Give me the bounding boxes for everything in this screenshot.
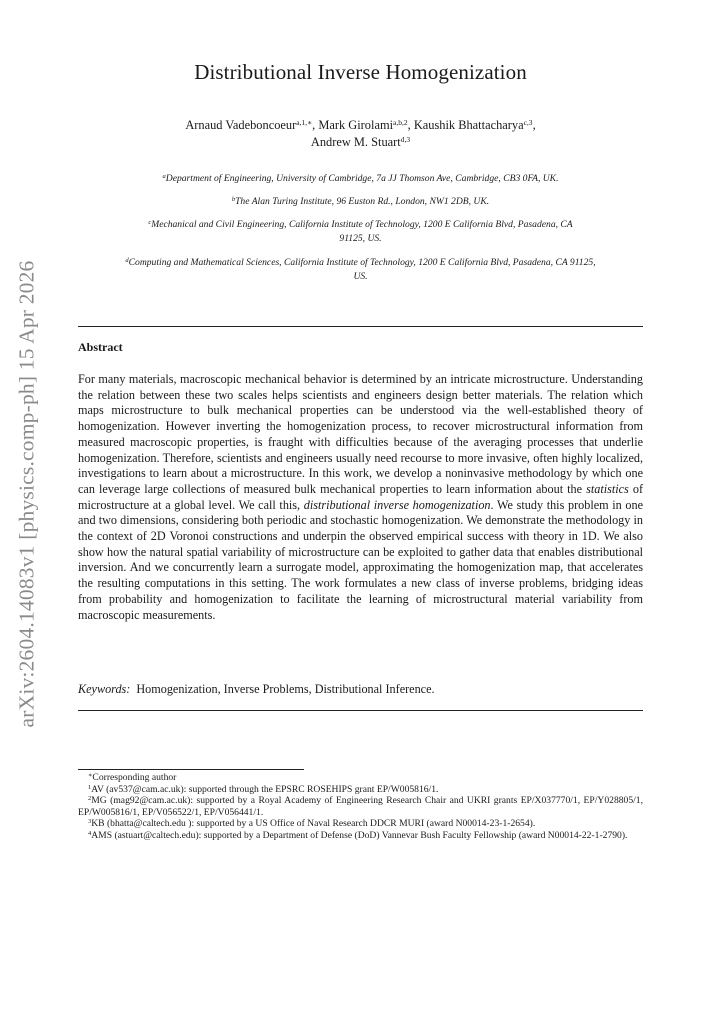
author-list: [78, 117, 643, 151]
abstract-bottom-rule: [78, 710, 643, 711]
footnote-2: $^2$MG (mag92@cam.ac.uk): supported by a Royal Academy of Engineering Research Chair and UKRI grants EP/X037770/1, EP/Y028805/1, EP/W005816/1, EP/V056522/1, EP/V056441/1.: [78, 795, 643, 818]
arxiv-identifier-text: arXiv:2604.14083v1 [physics.comp-ph] 15 Apr 2026: [14, 260, 39, 728]
paper-title: Distributional Inverse Homogenization: [194, 60, 527, 84]
affiliation-b: $^b$The Alan Turing Institute, 96 Euston Rd., London, NW1 2DB, UK.: [231, 196, 490, 207]
abstract-body: For many materials, macroscopic mechanical behavior is determined by an intricate microstructure. Understanding the relation between these two scales helps scientists and engineers design better materials. The relation which maps microstructure to bulk mechanical properties can be understood via the well-established theory of homogenization. However inverting the homogenization process, to recover microstructural information from measured macroscopic properties, is fraught with difficulties because of the averaging processes that underlie homogenization. Therefore, scientists and engineers usually need recourse to more invasive, often highly localized, investigations to learn about a microstructure. In this work, we develop a noninvasive methodology by which one can leverage large collections of measured bulk mechanical properties to learn information about the statistics of microstructure at a global level. We call this, distributional inverse homogenization. We study this problem in one and two dimensions, considering both periodic and stochastic homogenization. We demonstrate the methodology in the context of 2D Voronoi constructions and underpin the observed empirical success with theory in 1D. We also show how the natural spatial variability of microstructure can be exploited to gather data that enables distributional inversion. And we concurrently learn a surrogate model, approximating the homogenization map, that accelerates the resulting computations in this setting. The work formulates a new class of inverse problems, bridging ideas from probability and homogenization to facilitate the learning of microstructural material variability from macroscopic measurements.: [78, 372, 644, 622]
author-1: Arnaud Vadeboncoeur$^{a,1,∗}$,: [185, 118, 319, 132]
keywords-text: Homogenization, Inverse Problems, Distributional Inference.: [136, 682, 435, 696]
footnote-corresponding: ∗Corresponding author: [88, 772, 177, 783]
author-2: Mark Girolami$^{a,b,2}$,: [318, 118, 414, 132]
footnote-4: $^4$AMS (astuart@caltech.edu): supported by a Department of Defense (DoD) Vannevar Bush Faculty Fellowship (award N00014-22-1-2790).: [88, 829, 628, 841]
keywords-line: [78, 682, 643, 698]
affiliation-c: $^c$Mechanical and Civil Engineering, California Institute of Technology, 1200 E California Blvd, Pasadena, CA 91125, US.: [148, 219, 573, 244]
abstract-top-rule: [78, 326, 643, 327]
author-4: Andrew M. Stuart$^{d,3}$: [310, 135, 411, 149]
footnotes: [78, 772, 643, 842]
footnote-rule: [78, 769, 304, 770]
footnote-3: $^3$KB (bhatta@caltech.edu ): supported by a US Office of Naval Research DDCR MURI (award N00014-23-1-2654).: [88, 818, 536, 830]
abstract-heading: Abstract: [78, 340, 123, 354]
affiliation-d: $^d$Computing and Mathematical Sciences, California Institute of Technology, 1200 E California Blvd, Pasadena, CA 91125, US.: [125, 257, 596, 282]
arxiv-identifier-stamp: [16, 244, 38, 744]
keywords-label: Keywords:: [78, 682, 131, 696]
author-3: Kaushik Bhattacharya$^{c,3}$,: [413, 118, 536, 132]
footnote-1: $^1$AV (av537@cam.ac.uk): supported through the EPSRC ROSEHIPS grant EP/W005816/1.: [88, 783, 439, 795]
affiliation-a: $^a$Department of Engineering, University of Cambridge, 7a JJ Thomson Ave, Cambridge, CB3 0FA, UK.: [162, 173, 559, 184]
